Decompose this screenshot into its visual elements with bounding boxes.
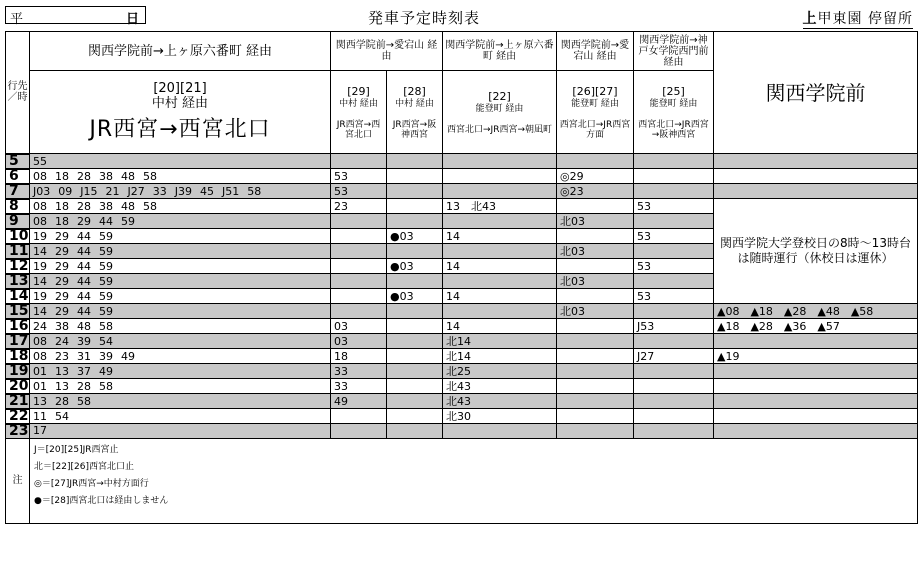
departure-time: 45 <box>200 184 214 198</box>
departure-time: 31 <box>77 349 91 363</box>
col4-times: 14 <box>443 289 557 304</box>
col5-times <box>557 154 634 169</box>
col4-dest: 西宮北口→JR西宮→朝凪町 <box>447 125 552 135</box>
col3-times <box>387 424 443 439</box>
departure-time: 13 <box>33 394 47 408</box>
col6-times <box>634 394 714 409</box>
col2-times: 03 <box>331 319 387 334</box>
col1-times <box>30 184 331 199</box>
col7-times: ▲18 ▲28 ▲36 ▲57 <box>714 319 918 334</box>
departure-time: 39 <box>77 334 91 348</box>
col1-times <box>30 154 331 169</box>
col4-times: 北43 <box>443 394 557 409</box>
departure-time: 48 <box>77 319 91 333</box>
col1-times <box>30 274 331 289</box>
col3-times <box>387 409 443 424</box>
hour-label: 9 <box>6 214 30 229</box>
col3-head <box>387 71 443 154</box>
departure-time: 08 <box>33 334 47 348</box>
hour-row-18 <box>6 349 918 364</box>
col2-head <box>331 71 387 154</box>
departure-time: 49 <box>99 364 113 378</box>
col7-times <box>714 169 918 184</box>
col6-times <box>634 169 714 184</box>
col6-times <box>634 154 714 169</box>
col4-times <box>443 184 557 199</box>
col5-times <box>557 424 634 439</box>
col4-times: 北14 <box>443 334 557 349</box>
col6-dest: 西宮北口→JR西宮→阪神西宮 <box>638 120 709 140</box>
col5-times <box>557 394 634 409</box>
col7-times <box>714 409 918 424</box>
departure-time: 59 <box>99 304 113 318</box>
col2-times: 18 <box>331 349 387 364</box>
departure-time: 29 <box>55 244 69 258</box>
col6-times <box>634 409 714 424</box>
departure-time: J39 <box>174 184 192 198</box>
departure-time: 59 <box>99 289 113 303</box>
departure-time: 14 <box>33 244 47 258</box>
departure-time: 11 <box>33 409 47 423</box>
hour-label: 18 <box>6 349 30 364</box>
departure-time: 59 <box>99 259 113 273</box>
col2-times <box>331 304 387 319</box>
col4-head <box>443 71 557 154</box>
departure-time: 29 <box>77 214 91 228</box>
col4-times: 北30 <box>443 409 557 424</box>
departure-time: 48 <box>121 199 135 213</box>
hour-row-16 <box>6 319 918 334</box>
col2-times: 33 <box>331 364 387 379</box>
col1-times <box>30 349 331 364</box>
col7-times <box>714 424 918 439</box>
hour-label: 7 <box>6 184 30 199</box>
departure-time: 14 <box>33 274 47 288</box>
departure-time: 58 <box>143 169 157 183</box>
departure-time: 08 <box>33 349 47 363</box>
stop-name-first: 上 <box>802 11 818 27</box>
col2-times <box>331 289 387 304</box>
departure-time: 39 <box>99 349 113 363</box>
col7-times <box>714 394 918 409</box>
hour-label: 8 <box>6 199 30 214</box>
hour-label: 6 <box>6 169 30 184</box>
col4-times <box>443 304 557 319</box>
col5-routes: [26][27] <box>572 85 618 98</box>
col3-times <box>387 244 443 259</box>
col3-routes: [28] <box>403 85 426 98</box>
departure-time: 28 <box>77 169 91 183</box>
col2-times <box>331 244 387 259</box>
departure-time: 24 <box>33 319 47 333</box>
departure-time: 28 <box>77 199 91 213</box>
hour-label: 10 <box>6 229 30 244</box>
col2-times <box>331 229 387 244</box>
hour-row-17 <box>6 334 918 349</box>
hour-row-15 <box>6 304 918 319</box>
col3-times <box>387 184 443 199</box>
departure-time: 18 <box>55 199 69 213</box>
col1-times <box>30 199 331 214</box>
departure-time: 54 <box>99 334 113 348</box>
col3-times <box>387 334 443 349</box>
departure-time: 01 <box>33 364 47 378</box>
departure-time: 09 <box>58 184 73 198</box>
col2-times <box>331 214 387 229</box>
col7-times <box>714 379 918 394</box>
departure-time: 17 <box>33 424 47 438</box>
col7-times <box>714 154 918 169</box>
hour-label: 22 <box>6 409 30 424</box>
col7-note: 関西学院大学登校日の8時〜13時台は随時運行（休校日は運休） <box>714 199 918 304</box>
col2-times <box>331 424 387 439</box>
col6-times <box>634 424 714 439</box>
col2-times: 53 <box>331 184 387 199</box>
departure-time: 29 <box>55 274 69 288</box>
departure-time: 59 <box>121 214 135 228</box>
col6-via: 関西学院前→神戸女学院西門前 経由 <box>634 32 714 71</box>
col4-via: 関西学院前→上ヶ原六番町 経由 <box>443 32 557 71</box>
col6-times <box>634 364 714 379</box>
hour-label: 19 <box>6 364 30 379</box>
departure-time: 29 <box>55 304 69 318</box>
col1-via: 関西学院前→上ヶ原六番町 経由 <box>30 32 331 71</box>
col1-dest: JR西宮→西宮北口 <box>89 117 271 142</box>
departure-time: 13 <box>55 379 69 393</box>
notes-label: 注 <box>6 438 30 523</box>
col6-times: 53 <box>634 289 714 304</box>
col4-times: 北14 <box>443 349 557 364</box>
col6-times: J53 <box>634 319 714 334</box>
col3-times <box>387 304 443 319</box>
col6-times: J27 <box>634 349 714 364</box>
page-title: 発車予定時刻表 <box>368 9 481 27</box>
col5-times <box>557 409 634 424</box>
departure-time: 08 <box>33 199 47 213</box>
col2-times <box>331 154 387 169</box>
col6-times <box>634 214 714 229</box>
col4-times: 14 <box>443 319 557 334</box>
col7-dest <box>714 32 918 154</box>
col7-times: ▲08 ▲18 ▲28 ▲48 ▲58 <box>714 304 918 319</box>
departure-time: 18 <box>55 169 69 183</box>
col5-times: 北03 <box>557 274 634 289</box>
note-line: 北＝[22][26]西宮北口止 <box>34 461 134 472</box>
col5-times <box>557 229 634 244</box>
departure-time: 58 <box>247 184 262 198</box>
hour-label: 12 <box>6 259 30 274</box>
departure-time: 44 <box>77 274 91 288</box>
col4-times <box>443 214 557 229</box>
departure-time: 44 <box>77 259 91 273</box>
departure-time: 54 <box>55 409 69 423</box>
col4-times: 14 <box>443 259 557 274</box>
col4-times <box>443 274 557 289</box>
col5-times <box>557 349 634 364</box>
col1-routes: [20][21] <box>153 81 207 96</box>
col6-times <box>634 244 714 259</box>
col4-routes: [22] <box>488 90 511 103</box>
axis-label: 行先／時 <box>6 32 30 154</box>
stop-name <box>803 8 913 29</box>
departure-time: 58 <box>99 379 113 393</box>
notes-row <box>6 438 918 523</box>
col4-times: 13 北43 <box>443 199 557 214</box>
col4-times: 北43 <box>443 379 557 394</box>
col1-times <box>30 424 331 439</box>
col5-times: 北03 <box>557 244 634 259</box>
col5-times <box>557 364 634 379</box>
hour-label: 13 <box>6 274 30 289</box>
hour-row-7 <box>6 184 918 199</box>
col1-times <box>30 169 331 184</box>
col4-times <box>443 424 557 439</box>
col3-times <box>387 214 443 229</box>
col2-times: 33 <box>331 379 387 394</box>
hour-row-23 <box>6 424 918 439</box>
note-line: ●＝[28]西宮北口は経由しません <box>34 495 169 506</box>
col6-times <box>634 184 714 199</box>
col2-times: 53 <box>331 169 387 184</box>
hour-label: 15 <box>6 304 30 319</box>
hour-row-5 <box>6 154 918 169</box>
col3-times: ●03 <box>387 259 443 274</box>
departure-time: 29 <box>55 259 69 273</box>
departure-time: 23 <box>55 349 69 363</box>
col7-times <box>714 364 918 379</box>
departure-time: 44 <box>77 229 91 243</box>
hour-row-21 <box>6 394 918 409</box>
col5-head <box>557 71 634 154</box>
departure-time: 49 <box>121 349 135 363</box>
departure-time: 37 <box>77 364 91 378</box>
departure-time: 18 <box>55 214 69 228</box>
departure-time: 14 <box>33 304 47 318</box>
col1-times <box>30 334 331 349</box>
col3-times <box>387 199 443 214</box>
col2-times: 49 <box>331 394 387 409</box>
col5-dest: 西宮北口→JR西宮 方面 <box>559 120 631 140</box>
stop-name-rest: 甲東園 停留所 <box>817 11 913 27</box>
col5-via: 関西学院前→愛宕山 経由 <box>557 32 634 71</box>
col3-times: ●03 <box>387 289 443 304</box>
departure-time: 58 <box>143 199 157 213</box>
hour-row-22 <box>6 409 918 424</box>
col6-times <box>634 304 714 319</box>
timetable <box>5 31 918 524</box>
departure-time: 58 <box>77 394 91 408</box>
col6-times <box>634 334 714 349</box>
col1-times <box>30 304 331 319</box>
col6-times: 53 <box>634 229 714 244</box>
col5-times <box>557 379 634 394</box>
col4-times: 14 <box>443 229 557 244</box>
departure-time: 13 <box>55 364 69 378</box>
col5-times: 北03 <box>557 214 634 229</box>
hour-row-8 <box>6 199 918 214</box>
departure-time: 01 <box>33 379 47 393</box>
col1-head <box>30 71 331 154</box>
departure-time: 29 <box>55 289 69 303</box>
col7-times <box>714 184 918 199</box>
col3-times <box>387 349 443 364</box>
note-line: J＝[20][25]JR西宮止 <box>34 444 119 455</box>
col4-times <box>443 169 557 184</box>
day-type-right: 日 <box>125 12 139 27</box>
col6-routes: [25] <box>662 85 685 98</box>
departure-time: 44 <box>77 244 91 258</box>
col7-dest-text: 関西学院前 <box>765 80 866 105</box>
hour-label: 23 <box>6 424 30 439</box>
col1-times <box>30 394 331 409</box>
col3-times <box>387 364 443 379</box>
departure-time: 38 <box>99 169 113 183</box>
departure-time: 48 <box>121 169 135 183</box>
col1-times <box>30 379 331 394</box>
departure-time: 28 <box>77 379 91 393</box>
col7-times <box>714 334 918 349</box>
col2-via: 関西学院前→愛宕山 経由 <box>331 32 443 71</box>
col4-times <box>443 244 557 259</box>
col6-times <box>634 379 714 394</box>
hour-label: 5 <box>6 154 30 169</box>
col6-head <box>634 71 714 154</box>
departure-time: 19 <box>33 289 47 303</box>
col6-sub: 能登町 経由 <box>649 99 698 109</box>
departure-time: 59 <box>99 229 113 243</box>
col1-times <box>30 319 331 334</box>
hour-row-19 <box>6 364 918 379</box>
departure-time: 24 <box>55 334 69 348</box>
departure-time: 08 <box>33 169 47 183</box>
hour-label: 16 <box>6 319 30 334</box>
col3-times: ●03 <box>387 229 443 244</box>
departure-time: 19 <box>33 259 47 273</box>
departure-time: J03 <box>33 184 51 198</box>
col5-times: ◎29 <box>557 169 634 184</box>
departure-time: 33 <box>152 184 167 198</box>
departure-time: 44 <box>77 289 91 303</box>
col3-sub: 中村 経由 <box>395 99 434 109</box>
col2-times <box>331 274 387 289</box>
departure-time: 28 <box>55 394 69 408</box>
hour-label: 17 <box>6 334 30 349</box>
col1-times <box>30 244 331 259</box>
departure-time: J15 <box>80 184 98 198</box>
col3-dest: JR西宮→阪神西宮 <box>392 120 437 140</box>
col3-times <box>387 394 443 409</box>
col1-times <box>30 259 331 274</box>
col1-times <box>30 214 331 229</box>
col5-times: ◎23 <box>557 184 634 199</box>
col5-times <box>557 289 634 304</box>
col5-times: 北03 <box>557 304 634 319</box>
col2-routes: [29] <box>347 85 370 98</box>
departure-time: 55 <box>33 154 47 168</box>
col6-times: 53 <box>634 199 714 214</box>
departure-time: 38 <box>55 319 69 333</box>
col5-times <box>557 334 634 349</box>
col3-times <box>387 319 443 334</box>
col1-sub: 中村 経由 <box>151 96 209 111</box>
col2-times <box>331 409 387 424</box>
departure-time: 59 <box>99 274 113 288</box>
col7-times: ▲19 <box>714 349 918 364</box>
hour-row-20 <box>6 379 918 394</box>
departure-time: 19 <box>33 229 47 243</box>
col3-times <box>387 274 443 289</box>
col5-times <box>557 259 634 274</box>
col5-times <box>557 199 634 214</box>
col6-times: 53 <box>634 259 714 274</box>
hour-label: 11 <box>6 244 30 259</box>
hour-label: 21 <box>6 394 30 409</box>
col2-dest: JR西宮→西宮北口 <box>336 120 381 140</box>
departure-time: 21 <box>105 184 120 198</box>
col6-times <box>634 274 714 289</box>
departure-time: 58 <box>99 319 113 333</box>
col4-sub: 能登町 経由 <box>475 104 524 114</box>
departure-time: J27 <box>127 184 145 198</box>
header <box>0 0 922 30</box>
col2-times <box>331 259 387 274</box>
departure-time: J51 <box>222 184 240 198</box>
day-type-box <box>5 6 146 27</box>
col2-times: 23 <box>331 199 387 214</box>
col5-sub: 能登町 経由 <box>571 99 619 109</box>
departure-time: 38 <box>99 199 113 213</box>
col3-times <box>387 169 443 184</box>
notes-body <box>30 438 918 523</box>
col5-times <box>557 319 634 334</box>
col2-times: 03 <box>331 334 387 349</box>
day-type-left: 平 <box>10 12 24 27</box>
col1-times <box>30 229 331 244</box>
departure-time: 59 <box>99 244 113 258</box>
col2-sub: 中村 経由 <box>339 99 378 109</box>
col3-times <box>387 154 443 169</box>
departure-time: 08 <box>33 214 47 228</box>
departure-time: 44 <box>77 304 91 318</box>
hour-label: 14 <box>6 289 30 304</box>
col1-times <box>30 409 331 424</box>
departure-time: 44 <box>99 214 113 228</box>
col1-times <box>30 364 331 379</box>
col1-times <box>30 289 331 304</box>
hour-label: 20 <box>6 379 30 394</box>
col4-times <box>443 154 557 169</box>
col4-times: 北25 <box>443 364 557 379</box>
header-row-1 <box>6 32 918 71</box>
note-line: ◎＝[27]JR西宮→中村方面行 <box>34 478 149 489</box>
col3-times <box>387 379 443 394</box>
hour-row-6 <box>6 169 918 184</box>
departure-time: 29 <box>55 229 69 243</box>
